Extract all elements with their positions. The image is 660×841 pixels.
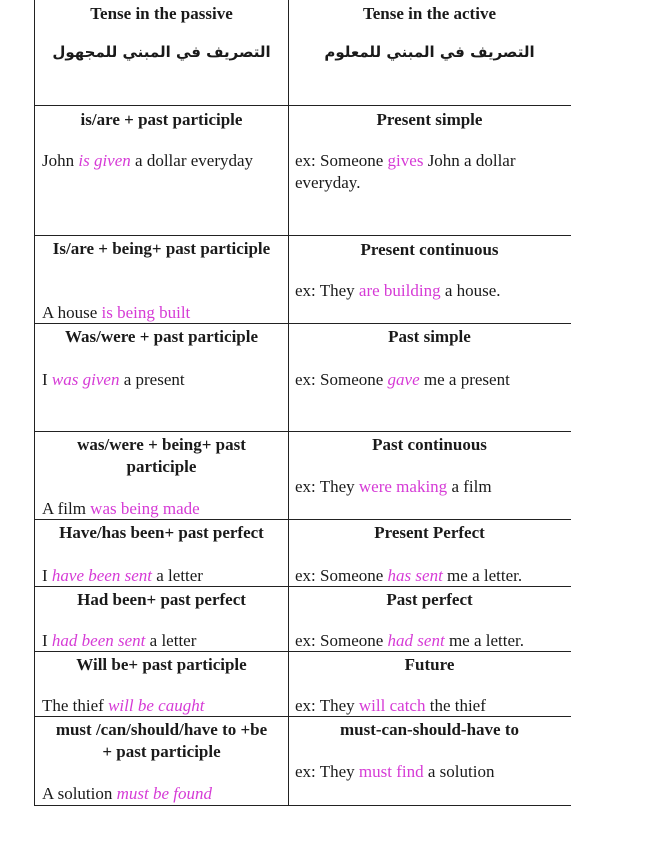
highlighted-verb: was being made bbox=[90, 499, 200, 518]
passive-header-cell bbox=[34, 0, 289, 105]
active-arabic-title: التصريف في المبني للمعلوم bbox=[324, 43, 535, 61]
example-text: A solution bbox=[42, 784, 117, 803]
passive-cell bbox=[34, 587, 289, 651]
passive-form: Is/are + being+ past participle bbox=[52, 239, 271, 258]
passive-example-6 bbox=[42, 630, 196, 652]
example-text: a letter bbox=[145, 631, 197, 650]
active-cell bbox=[288, 652, 571, 716]
passive-cell bbox=[34, 652, 289, 716]
example-text: ex: They bbox=[295, 281, 359, 300]
example-text: a solution bbox=[423, 762, 495, 781]
passive-example-7 bbox=[42, 695, 204, 717]
highlighted-verb: is given bbox=[78, 151, 131, 170]
passive-cell bbox=[34, 717, 289, 805]
active-cell bbox=[288, 105, 571, 235]
active-tense: Present Perfect bbox=[374, 523, 485, 542]
active-cell bbox=[288, 432, 571, 519]
example-text: a house. bbox=[440, 281, 501, 300]
example-text: ex: They bbox=[295, 696, 359, 715]
example-text: A house bbox=[42, 303, 102, 322]
active-tense: Past simple bbox=[388, 327, 471, 346]
active-example-2 bbox=[295, 280, 563, 302]
passive-example-8 bbox=[42, 783, 212, 805]
example-text: ex: They bbox=[295, 762, 359, 781]
passive-form: must /can/should/have to +be + past participle bbox=[55, 720, 268, 761]
passive-form: Will be+ past participle bbox=[76, 655, 247, 674]
table-row bbox=[34, 520, 571, 587]
passive-form: is/are + past participle bbox=[80, 110, 243, 129]
active-example-5 bbox=[295, 565, 563, 587]
active-tense: Present continuous bbox=[360, 240, 499, 259]
example-text: ex: They bbox=[295, 477, 359, 496]
example-text: I bbox=[42, 631, 52, 650]
passive-example-5 bbox=[42, 565, 203, 587]
active-example-3 bbox=[295, 369, 563, 391]
passive-cell bbox=[34, 105, 289, 235]
example-text: ex: Someone bbox=[295, 566, 388, 585]
active-example-6 bbox=[295, 630, 563, 652]
active-cell bbox=[288, 236, 571, 323]
passive-form: Have/has been+ past perfect bbox=[59, 523, 264, 542]
highlighted-verb: were making bbox=[358, 477, 448, 496]
active-example-4 bbox=[295, 476, 563, 498]
passive-cell bbox=[34, 324, 289, 431]
example-text: me a letter. bbox=[442, 566, 523, 585]
example-text: I bbox=[42, 566, 52, 585]
highlighted-verb: is being built bbox=[101, 303, 191, 322]
highlighted-verb: are building bbox=[358, 281, 441, 300]
passive-arabic-title: التصريف في المبني للمجهول bbox=[52, 43, 271, 61]
example-text: A film bbox=[42, 499, 91, 518]
table-row bbox=[34, 236, 571, 324]
table-row bbox=[34, 324, 571, 432]
example-text: I bbox=[42, 370, 52, 389]
active-example-1 bbox=[295, 150, 563, 194]
active-tense: Present simple bbox=[376, 110, 483, 129]
passive-title: Tense in the passive bbox=[90, 4, 233, 23]
active-header-cell bbox=[288, 0, 571, 105]
active-example-7 bbox=[295, 695, 563, 717]
example-text: a film bbox=[447, 477, 492, 496]
active-tense: Past continuous bbox=[372, 435, 487, 454]
table-row bbox=[34, 652, 571, 717]
example-text: a dollar everyday bbox=[130, 151, 254, 170]
active-example-8 bbox=[295, 761, 563, 783]
active-tense: Past perfect bbox=[386, 590, 473, 609]
highlighted-verb: has sent bbox=[387, 566, 443, 585]
active-cell bbox=[288, 717, 571, 805]
highlighted-verb: must find bbox=[358, 762, 424, 781]
passive-example-2 bbox=[42, 302, 190, 324]
example-text: a present bbox=[119, 370, 185, 389]
table-header-row bbox=[34, 0, 571, 106]
highlighted-verb: gives bbox=[387, 151, 424, 170]
active-cell bbox=[288, 587, 571, 651]
example-text: a letter bbox=[152, 566, 203, 585]
passive-form: Was/were + past participle bbox=[64, 327, 259, 346]
active-tense: must-can-should-have to bbox=[340, 720, 519, 739]
table-row bbox=[34, 717, 571, 806]
example-text: the thief bbox=[425, 696, 486, 715]
passive-cell bbox=[34, 236, 289, 323]
example-text: John bbox=[42, 151, 79, 170]
highlighted-verb: had sent bbox=[387, 631, 445, 650]
highlighted-verb: had been sent bbox=[51, 631, 146, 650]
example-text: me a letter. bbox=[444, 631, 524, 650]
table-row bbox=[34, 587, 571, 652]
example-text: me a present bbox=[419, 370, 510, 389]
highlighted-verb: will be caught bbox=[108, 696, 205, 715]
active-title: Tense in the active bbox=[362, 4, 496, 23]
example-text: John a dollar everyday. bbox=[295, 151, 516, 192]
passive-form: was/were + being+ past participle bbox=[77, 435, 246, 476]
table-row bbox=[34, 105, 571, 236]
example-text: ex: Someone bbox=[295, 631, 388, 650]
example-text: ex: Someone bbox=[295, 151, 388, 170]
example-text: ex: Someone bbox=[295, 370, 388, 389]
passive-cell bbox=[34, 432, 289, 519]
passive-example-1 bbox=[42, 150, 253, 172]
example-text: The thief bbox=[42, 696, 109, 715]
passive-cell bbox=[34, 520, 289, 586]
active-cell bbox=[288, 324, 571, 431]
passive-example-4 bbox=[42, 498, 200, 520]
active-cell bbox=[288, 520, 571, 586]
table-row bbox=[34, 432, 571, 520]
highlighted-verb: must be found bbox=[116, 784, 213, 803]
passive-form: Had been+ past perfect bbox=[77, 590, 246, 609]
passive-example-3 bbox=[42, 369, 185, 391]
highlighted-verb: have been sent bbox=[51, 566, 152, 585]
highlighted-verb: gave bbox=[387, 370, 420, 389]
active-tense: Future bbox=[404, 655, 455, 674]
highlighted-verb: will catch bbox=[358, 696, 426, 715]
highlighted-verb: was given bbox=[51, 370, 120, 389]
